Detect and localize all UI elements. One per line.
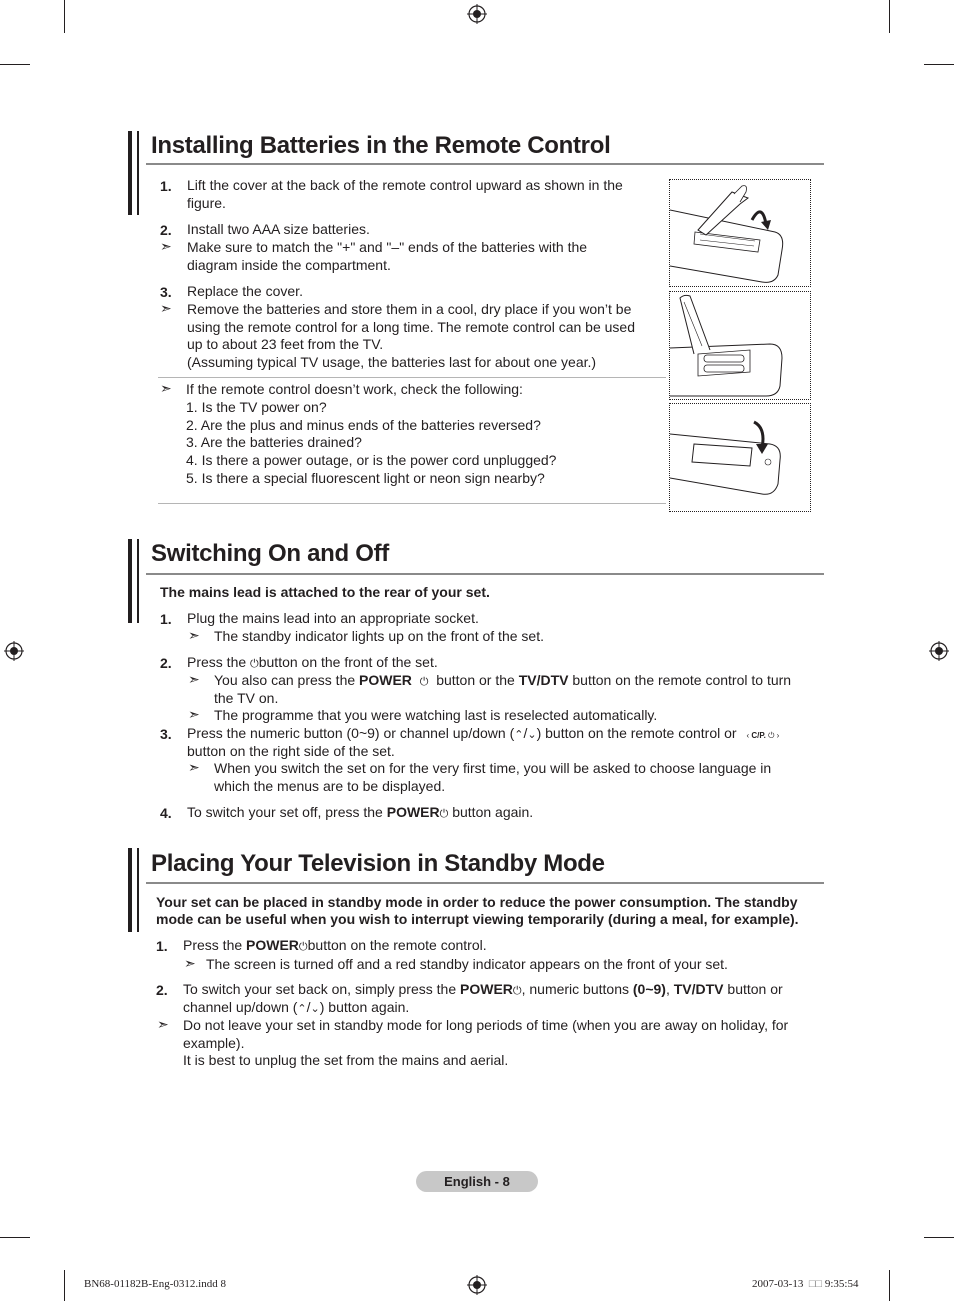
registration-mark-icon [4,641,24,661]
crop-mark [889,0,890,33]
note-text: up to about 23 feet from the TV. [187,336,384,352]
intro-text: The mains lead is attached to the rear of your set. [160,584,490,600]
remote-batteries-figure [669,291,811,400]
crop-mark [64,0,65,33]
step-text: Press the ⏻button on the front of the set. [187,654,438,670]
registration-mark-icon [929,641,949,661]
arrow-icon: ➣ [188,759,200,775]
section-rule [146,163,824,165]
remote-replace-cover-figure [669,403,811,512]
section-bar [137,131,139,215]
step-text: Lift the cover at the back of the remote control upward as shown in the [187,177,623,193]
note-text: When you switch the set on for the very first time, you will be asked to choose language in [214,760,772,776]
step-text: Press the POWER⏻button on the remote control. [183,937,487,953]
note-text: Do not leave your set in standby mode for long periods of time (when you are away on holiday, for [183,1017,789,1033]
arrow-icon: ➣ [188,706,200,722]
note-text: The standby indicator lights up on the front of the set. [214,628,544,644]
power-icon: ⏻ [419,676,429,688]
power-icon: ⏻ [512,985,522,997]
step-number: 3. [160,284,172,300]
section-title: Switching On and Off [151,540,389,567]
channel-down-icon: ⌄ [527,729,537,741]
power-icon: ⏻ [298,941,308,953]
section-rule [146,573,824,575]
step-text: To switch your set off, press the POWER⏻ button again. [187,804,534,820]
step-text: Plug the mains lead into an appropriate socket. [187,610,479,626]
note-text: You also can press the POWER ⏻ button or the TV/DTV button on the remote control to turn [214,672,792,688]
section-bar [137,539,139,623]
check-intro: If the remote control doesn’t work, check the following: [186,381,523,397]
step-text: Install two AAA size batteries. [187,221,370,237]
crop-mark [64,1270,65,1301]
step-number: 1. [160,178,172,194]
divider [158,377,666,378]
divider [158,503,666,504]
channel-up-icon: ⌃ [297,1003,307,1015]
note-text: the TV on. [214,690,279,706]
file-slug: BN68-01182B-Eng-0312.indd 8 [84,1278,226,1290]
step-text: channel up/down (⌃/⌄) button again. [183,999,410,1015]
note-text: Make sure to match the "+" and "–" ends of the batteries with the [187,239,588,255]
power-icon: ⏻ [250,658,259,670]
step-number: 1. [156,938,168,954]
step-number: 2. [160,222,172,238]
note-text: It is best to unplug the set from the mains and aerial. [183,1052,509,1068]
section-title: Placing Your Television in Standby Mode [151,850,605,877]
section-bar [137,848,139,932]
registration-mark-icon [467,4,487,24]
arrow-icon: ➣ [188,627,200,643]
note-text: diagram inside the compartment. [187,257,391,273]
step-text: figure. [187,195,226,211]
step-text: button on the right side of the set. [187,743,395,759]
arrow-icon: ➣ [160,238,172,254]
note-text: example). [183,1035,245,1051]
step-text: Replace the cover. [187,283,303,299]
check-item: 5. Is there a special fluorescent light or neon sign nearby? [186,470,545,486]
cp-button-icon: ‹ C/P. ⏻ › [746,731,780,740]
section-bar [128,131,132,215]
note-text: The programme that you were watching last is reselected automatically. [214,707,658,723]
note-text: which the menus are to be displayed. [214,778,446,794]
arrow-icon: ➣ [157,1016,169,1032]
crop-mark [889,1270,890,1301]
note-text: The screen is turned off and a red standby indicator appears on the front of your set. [206,956,728,972]
section-rule [146,882,824,884]
intro-text: Your set can be placed in standby mode in order to reduce the power consumption. The standby [156,894,798,910]
remote-open-cover-figure [669,179,811,287]
section-title: Installing Batteries in the Remote Control [151,132,611,159]
intro-text: mode can be useful when you wish to interrupt viewing temporarily (during a meal, for example). [156,911,799,927]
channel-up-icon: ⌃ [514,729,524,741]
step-number: 3. [160,726,172,742]
print-date: 2007-03-13 □□ 9:35:54 [752,1278,859,1290]
note-text: using the remote control for a long time. The remote control can be used [187,319,635,335]
arrow-icon: ➣ [160,380,172,396]
note-text: (Assuming typical TV usage, the batteries last for about one year.) [187,354,597,370]
arrow-icon: ➣ [184,955,196,971]
power-icon: ⏻ [439,808,449,820]
check-item: 3. Are the batteries drained? [186,434,362,450]
crop-mark [924,1237,954,1238]
section-bar [128,848,132,932]
section-bar [128,539,132,623]
page-number-badge: English - 8 [416,1171,538,1192]
check-item: 4. Is there a power outage, or is the power cord unplugged? [186,452,557,468]
note-text: Remove the batteries and store them in a cool, dry place if you won’t be [187,301,632,317]
check-item: 1. Is the TV power on? [186,399,327,415]
crop-mark [924,64,954,65]
step-text: To switch your set back on, simply press the POWER⏻, numeric buttons (0~9), TV/DTV button or [183,981,783,997]
step-number: 1. [160,611,172,627]
step-text: Press the numeric button (0~9) or channel up/down (⌃/⌄) button on the remote control or ‹ C/P. ⏻ › [187,725,780,741]
arrow-icon: ➣ [160,300,172,316]
channel-down-icon: ⌄ [310,1003,320,1015]
crop-mark [0,64,30,65]
step-number: 4. [160,805,172,821]
crop-mark [0,1237,30,1238]
check-item: 2. Are the plus and minus ends of the batteries reversed? [186,417,541,433]
step-number: 2. [160,655,172,671]
arrow-icon: ➣ [188,671,200,687]
registration-mark-icon [467,1275,487,1295]
step-number: 2. [156,982,168,998]
